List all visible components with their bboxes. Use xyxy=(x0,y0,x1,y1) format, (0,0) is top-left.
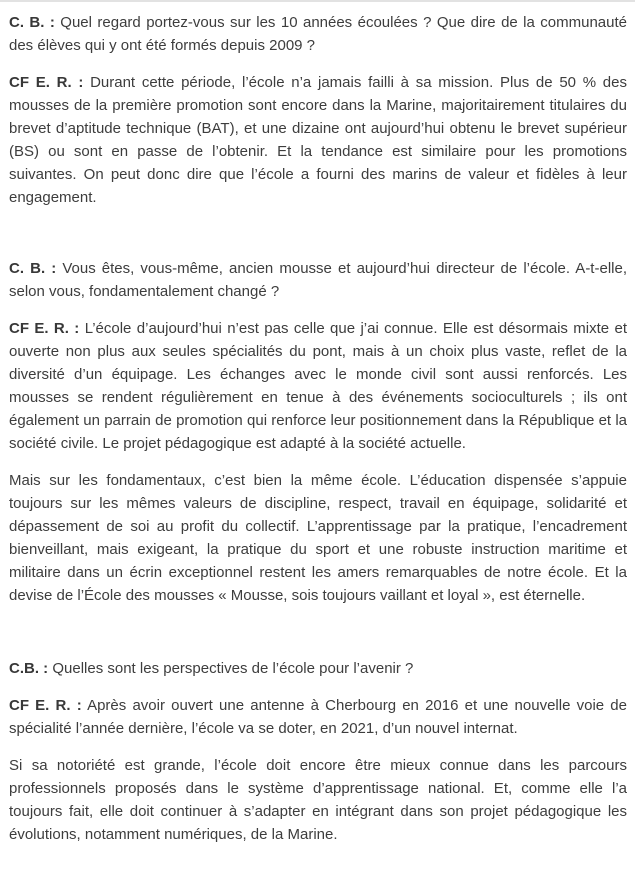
answer-paragraph xyxy=(9,694,627,740)
answer-paragraph xyxy=(9,317,627,455)
speaker-label: C. B. : xyxy=(9,260,57,277)
interview-article xyxy=(0,2,635,846)
paragraph-text: Vous êtes, vous-même, ancien mousse et aujourd’hui directeur de l’école. A-t-elle, selon vous, fondamentalement changé ? xyxy=(9,260,627,300)
paragraph-text: L’école d’aujourd’hui n’est pas celle que j’ai connue. Elle est désormais mixte et ouverte non plus aux seules spécialités du pont, mais à un choix plus vaste, reflet de la diversité d’un équipage. Les échanges avec le monde civil sont aussi renforcés. Les mousses se rendent régulièrement en tenue à des événements socioculturels ; ils ont également un parrain de promotion qui renforce leur positionnement dans la République et la société civile. Le projet pédagogique est adapté à la société actuelle. xyxy=(9,320,628,452)
question-paragraph xyxy=(9,11,627,57)
body-paragraph xyxy=(9,754,627,846)
paragraph-text: Durant cette période, l’école n’a jamais failli à sa mission. Plus de 50 % des mousses de la première promotion sont encore dans la Marine, majoritairement titulaires du brevet d’aptitude technique (BAT), et une dizaine ont aujourd’hui obtenu le brevet supérieur (BS) ou sont en passe de l’obtenir. Et la tendance est similaire pour les promotions suivantes. On peut donc dire que l’école a fourni des marins de valeur et fidèles à leur engagement. xyxy=(9,74,627,206)
speaker-label: CF E. R. : xyxy=(9,74,84,91)
speaker-label: CF E. R. : xyxy=(9,697,82,714)
paragraph-text: Mais sur les fondamentaux, c’est bien la même école. L’éducation dispensée s’appuie toujours sur les mêmes valeurs de discipline, respect, travail en équipage, solidarité et dépassement de soi au profit du collectif. L’apprentissage par la pratique, l’encadrement bienveillant, mais exigeant, la pratique du sport et une robuste instruction maritime et militaire dans un écrin exceptionnel restent les amers remarquables de notre école. Et la devise de l’École des mousses « Mousse, sois toujours vaillant et loyal », est éternelle. xyxy=(9,472,627,604)
question-paragraph xyxy=(9,257,627,303)
speaker-label: C. B. : xyxy=(9,14,55,31)
paragraph-text: Quelles sont les perspectives de l’école pour l’avenir ? xyxy=(52,660,414,677)
paragraph-text: Après avoir ouvert une antenne à Cherbourg en 2016 et une nouvelle voie de spécialité l’année dernière, l’école va se doter, en 2021, d’un nouvel internat. xyxy=(9,697,627,737)
question-paragraph xyxy=(9,657,627,680)
paragraph-text: Quel regard portez-vous sur les 10 années écoulées ? Que dire de la communauté des élèves qui y ont été formés depuis 2009 ? xyxy=(9,14,627,54)
speaker-label: C.B. : xyxy=(9,660,49,677)
speaker-label: CF E. R. : xyxy=(9,320,80,337)
answer-paragraph xyxy=(9,71,627,209)
body-paragraph xyxy=(9,469,627,607)
paragraph-text: Si sa notoriété est grande, l’école doit encore être mieux connue dans les parcours professionnels proposés dans le système d’apprentissage national. Et, comme elle l’a toujours fait, elle doit continuer à s’adapter en intégrant dans son projet pédagogique les évolutions, notamment numériques, de la Marine. xyxy=(9,757,627,843)
